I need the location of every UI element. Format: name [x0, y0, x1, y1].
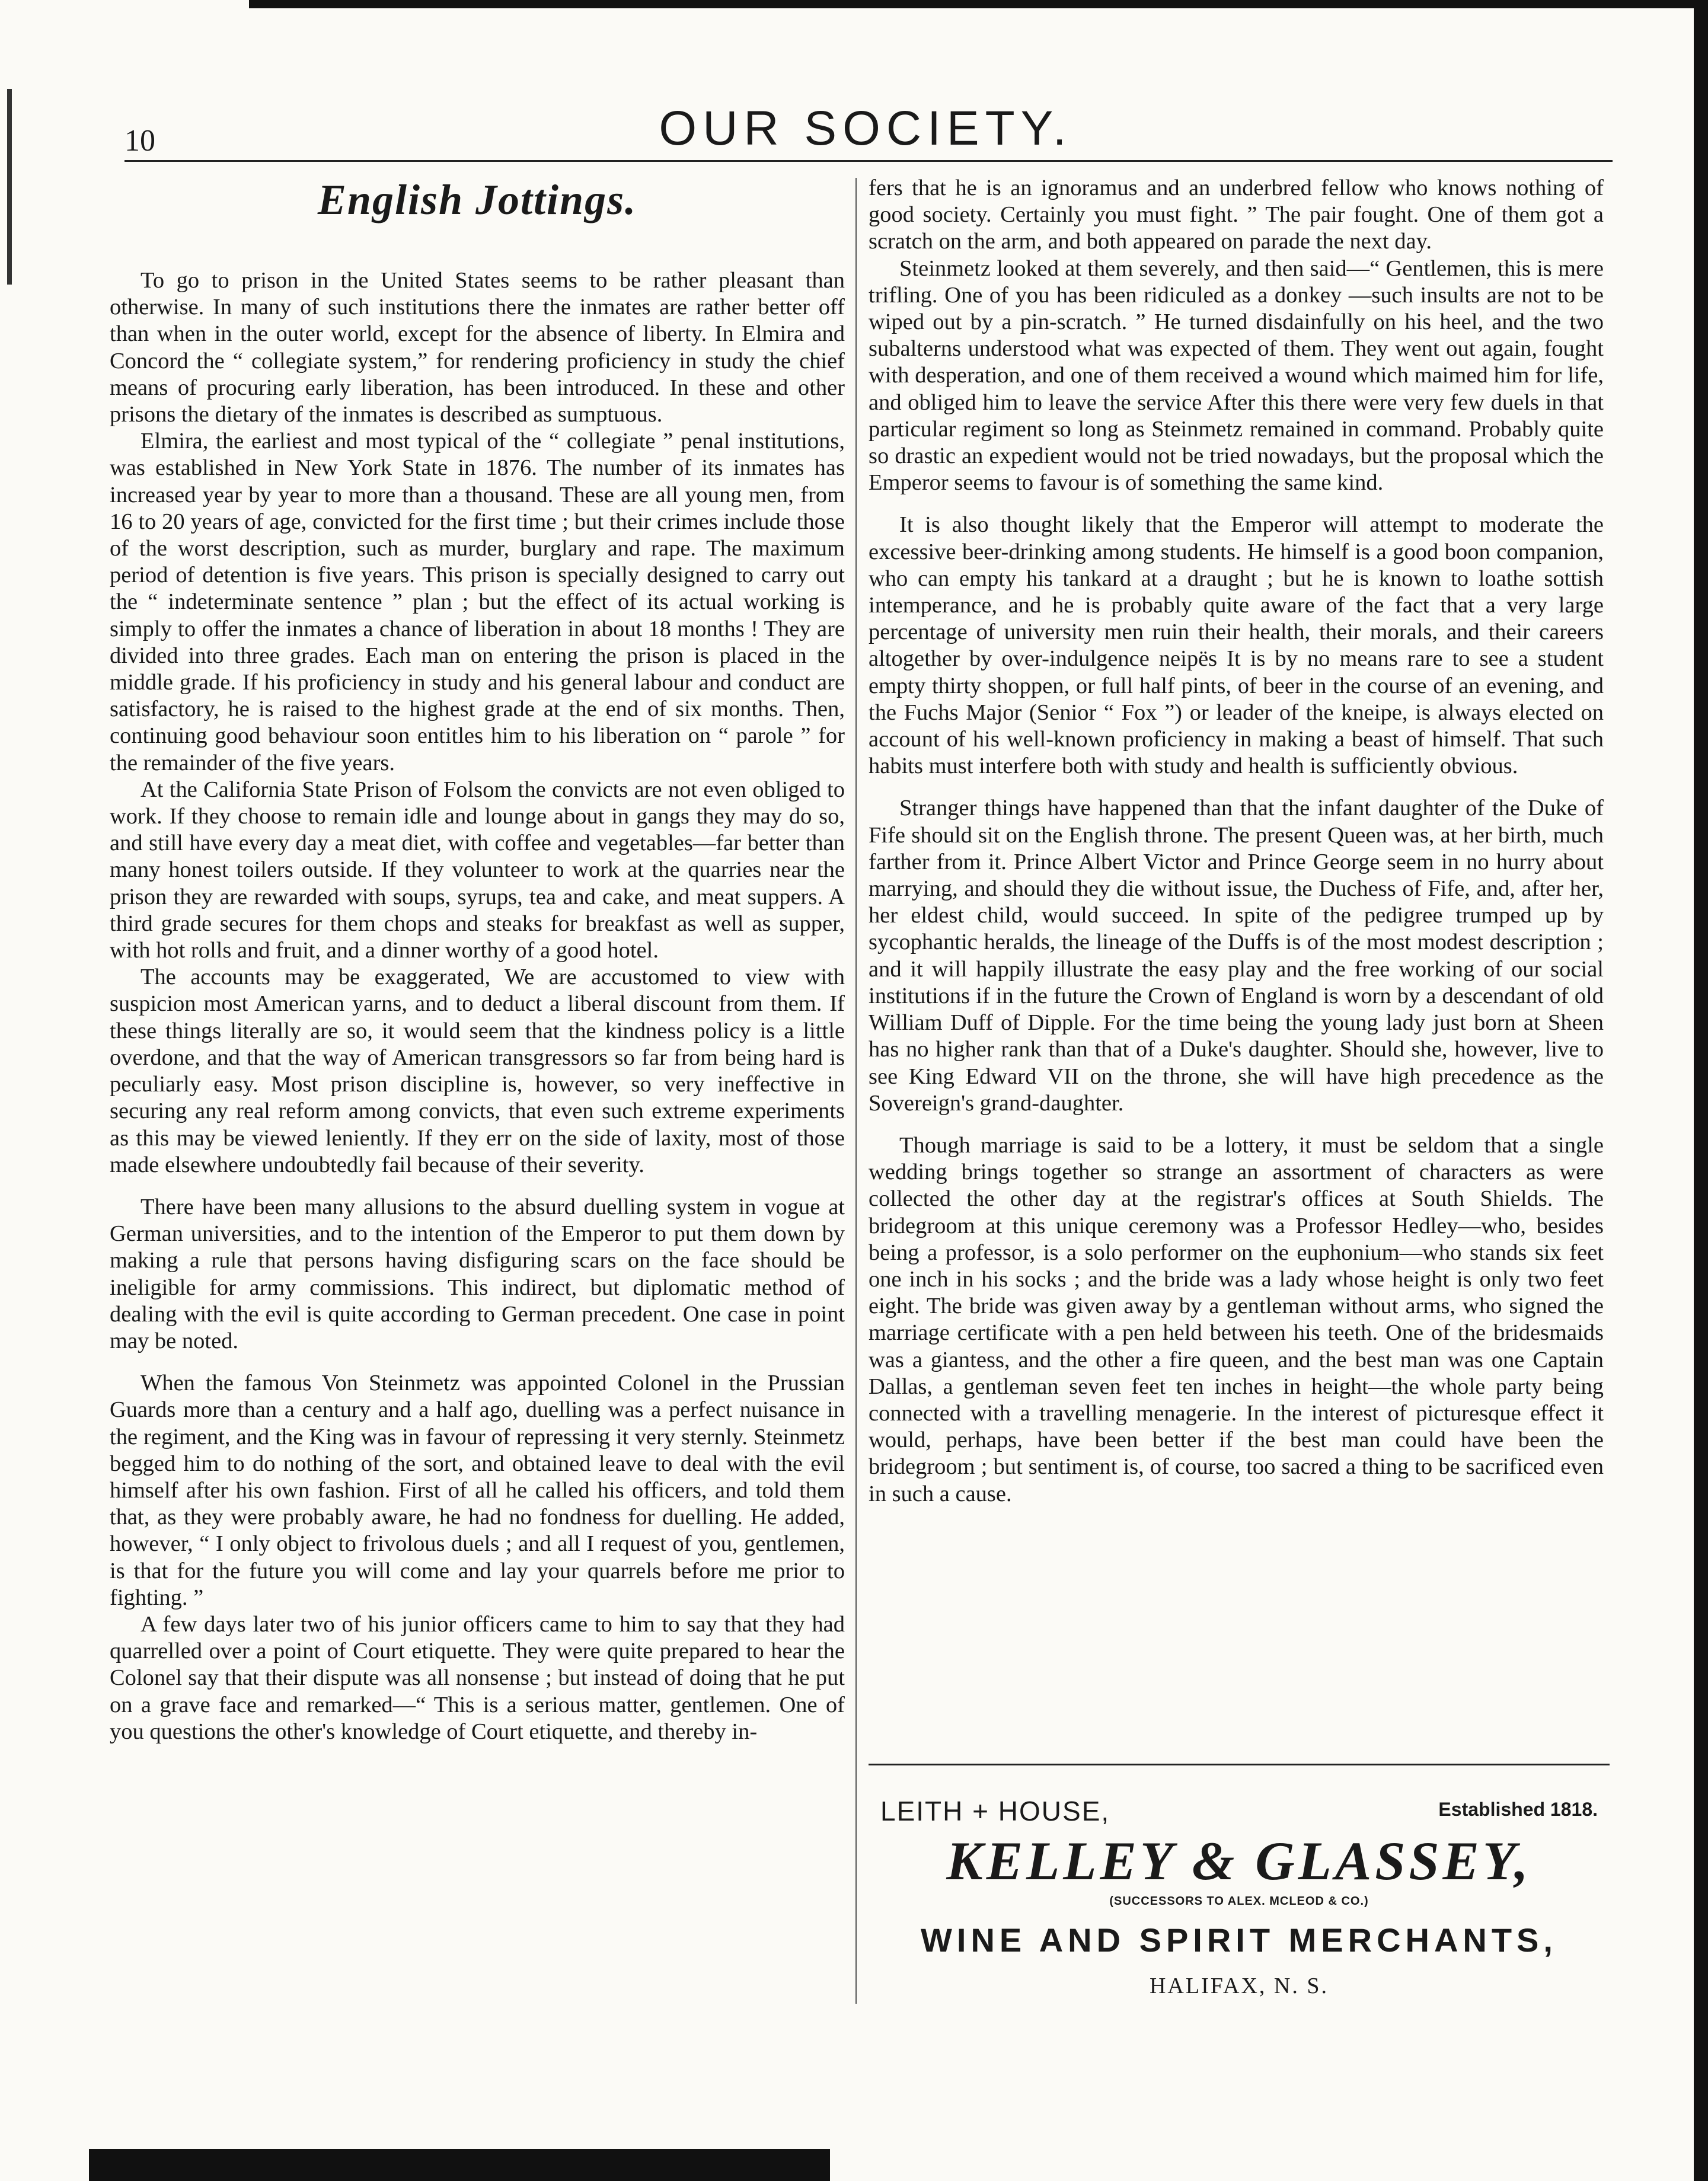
paragraph: Elmira, the earliest and most typical of the “ collegiate ” penal institutions, was established in New York State in 1876. The number of its inmates has increased year by year to more than a thousand. These are all young men, from 16 to 20 years of age, convicted for the first time ; but their crimes include those of the worst description, such as murder, burglary and rape. The maximum period of detention is five years. This prison is specially designed to carry out the “ indeterminate sentence ” plan ; but the effect of its actual working is simply to offer the inmates a chance of liberation in about 18 months ! They are divided into three grades. Each man on entering the prison is placed in the middle grade. If his proficiency in study and his general labour and conduct are satisfactory, he is raised to the highest grade at the end of six months. Then, continuing good behaviour soon entitles him to his liberation on “ parole ” for the remainder of the five years. [110, 429, 845, 775]
ad-firm-name: KELLEY & GLASSEY, [946, 1831, 1532, 1891]
scan-edge-right [1694, 0, 1708, 2181]
page-number: 10 [124, 124, 155, 158]
scan-edge-bottom [89, 2149, 830, 2181]
ad-city: HALIFAX, N. S. [1149, 1974, 1329, 1998]
advertisement [869, 1764, 1610, 1998]
ad-successors: (SUCCESSORS TO ALEX. MCLEOD & CO.) [1109, 1895, 1369, 1908]
masthead: OUR SOCIETY. [659, 101, 1072, 155]
scan-edge-top [249, 0, 1696, 8]
paragraph: Steinmetz looked at them severely, and then said—“ Gentlemen, this is mere trifling. One of you has been ridiculed as a donkey —such insults are not to be wiped out by a pin-scratch. ” He turned disdainfully on his heel, and the two subalterns understood what was expected of them. They went out again, fought with desperation, and one of them received a wound which maimed him for life, and obliged him to leave the service After this there were very few duels in that particular regiment so long as Steinmetz remained in command. Probably quite so drastic an expedient would not be tried nowadays, but the proposal which the Emperor seems to favour is of something the same kind. [869, 256, 1604, 496]
paragraph: At the California State Prison of Folsom the convicts are not even obliged to work. If they choose to remain idle and lounge about in gangs they may do so, and still have every day a meat diet, with coffee and vegetables—far better than many honest toilers outside. If they volunteer to work at the quarries near the prison they are rewarded with soups, syrups, tea and cake, and meat suppers. A third grade secures for them chops and steaks for breakfast as well as supper, with hot rolls and fruit, and a dinner worthy of a good hotel. [110, 777, 845, 963]
paragraph: Though marriage is said to be a lottery, it must be seldom that a single wedding brings together so strange an assortment of characters as were collected the other day at the registrar's offices at South Shields. The bridegroom at this unique ceremony was a Professor Hedley—who, besides being a professor, is a solo performer on the euphonium—who stands six feet one inch in his socks ; and the bride was a lady whose height is only two feet eight. The bride was given away by a gentleman without arms, who signed the marriage certificate with a pen held between his teeth. One of the bridesmaids was a giantess, and the other a fire queen, and the best man was one Captain Dallas, a gentleman seven feet ten inches in height—the whole party being connected with a travelling menagerie. In the interest of picturesque effect it would, perhaps, have been better if the best man could have been the bridegroom ; but sentiment is, of course, too sacred a thing to be sacrificed even in such a cause. [869, 1132, 1604, 1506]
scan-edge-left [7, 89, 12, 285]
article-title: English Jottings. [317, 176, 637, 223]
page-header [107, 101, 1624, 166]
paragraph: fers that he is an ignoramus and an underbred fellow who knows nothing of good society. Certainly you must fight. ” The pair fought. One of them got a scratch on the arm, and both appeared on parade the next day. [869, 175, 1604, 254]
ad-house-name: LEITH + HOUSE, [880, 1796, 1110, 1826]
paragraph: It is also thought likely that the Emperor will attempt to moderate the excessive beer-drinking among students. He himself is a good boon companion, who can empty his tankard at a draught ; but he is known to loathe sottish intemperance, and he is probably quite aware of the fact that a very large percentage of university men ruin their health, their morals, and their careers altogether by over-indulgence neipës It is by no means rare to see a student empty thirty shoppen, or full half pints, of beer in the course of an evening, and the Fuchs Major (Senior “ Fox ”) or leader of the kneipe, is always elected on account of his well-known proficiency in making a beast of himself. That such habits must interfere both with study and health is sufficiently obvious. [869, 512, 1604, 779]
paragraph: When the famous Von Steinmetz was appointed Colonel in the Prussian Guards more than a century and a half ago, duelling was a perfect nuisance in the regiment, and the King was in favour of repressing it very sternly. Steinmetz begged him to do nothing of the sort, and obtained leave to deal with the evil himself after his own fashion. First of all he called his officers, and told them that, as they were probably aware, he had no fondness for duelling. He added, however, “ I only object to frivolous duels ; and all I request of you, gentlemen, is that for the future you will come and lay your quarrels before me prior to fighting. ” [110, 1371, 845, 1610]
ad-trade: WINE AND SPIRIT MERCHANTS, [921, 1921, 1557, 1959]
paragraph: A few days later two of his junior officers came to him to say that they had quarrelled over a point of Court etiquette. They were quite prepared to hear the Colonel say that their dispute was all nonsense ; but instead of doing that he put on a grave face and remarked—“ This is a serious matter, gentlemen. One of you questions the other's knowledge of Court etiquette, and thereby in- [110, 1611, 845, 1744]
paragraph: Stranger things have happened than that the infant daughter of the Duke of Fife should sit on the English throne. The present Queen was, at her birth, much farther from it. Prince Albert Victor and Prince George seem in no hurry about marrying, and should they die without issue, the Duchess of Fife, and, after her, her eldest child, would succeed. In spite of the pedigree trumped up by sycophantic heralds, the lineage of the Duffs is of the most modest description ; and it will happily illustrate the easy play and the free working of our social institutions if in the future the Crown of England is worn by a descendant of old William Duff of Dipple. For the time being the young lady just born at Sheen has no higher rank than that of a Duke's daughter. Should she, however, live to see King Edward VII on the throne, she will have high precedence as the Sovereign's grand-daughter. [869, 796, 1604, 1116]
column-left [110, 175, 845, 2084]
header-rule [124, 160, 1613, 162]
paragraph: To go to prison in the United States seems to be rather pleasant than otherwise. In many of such institutions there the inmates are rather better off than when in the outer world, except for the absence of liberty. In Elmira and Concord the “ collegiate system,” for rendering proficiency in study the chief means of procuring early liberation, has been introduced. In these and other prisons the dietary of the inmates is described as sumptuous. [110, 268, 845, 427]
column-right [869, 175, 1604, 1734]
paragraph: There have been many allusions to the absurd duelling system in vogue at German universities, and to the intention of the Emperor to put them down by making a rule that persons having disfiguring scars on the face should be ineligible for army commissions. This indirect, but diplomatic method of dealing with the evil is quite according to German precedent. One case in point may be noted. [110, 1194, 845, 1353]
column-divider [855, 178, 857, 2004]
paragraph: The accounts may be exaggerated, We are accustomed to view with suspicion most American yarns, and to deduct a liberal discount from them. If these things literally are so, it would seem that the kindness policy is a little overdone, and that the way of American transgressors so far from being hard is peculiarly easy. Most prison discipline is, however, so very ineffective in securing any real reform among convicts, that even such extreme experiments as this may be viewed leniently. If they err on the side of laxity, most of those made elsewhere undoubtedly fail because of their severity. [110, 965, 845, 1177]
ad-established: Established 1818. [1438, 1799, 1598, 1820]
